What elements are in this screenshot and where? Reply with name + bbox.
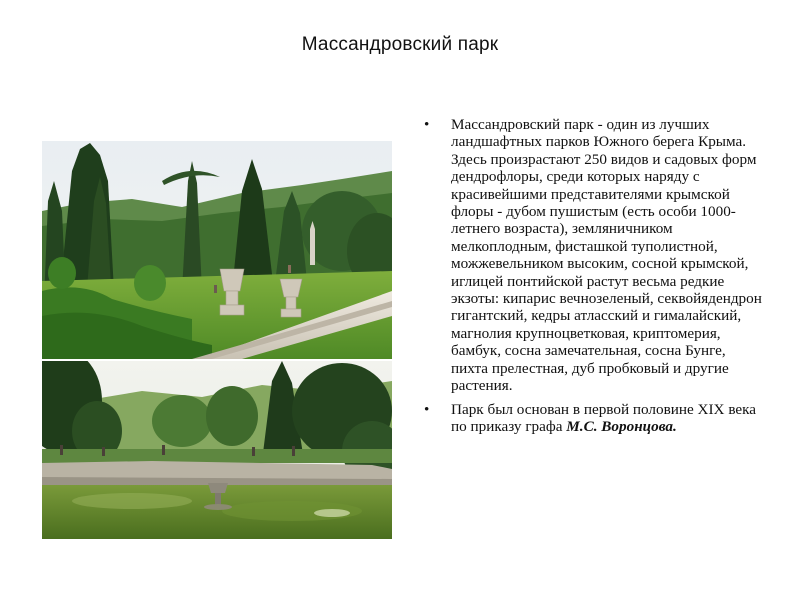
bullet-text: Парк был основан в первой половине XIX века по приказу графа bbox=[451, 400, 757, 435]
slide-title: Массандровский парк bbox=[301, 34, 499, 55]
founder-name: М.С. Воронцова. bbox=[566, 417, 677, 435]
bullet-item bbox=[424, 116, 764, 395]
park-terrace-photo bbox=[42, 141, 392, 359]
park-pond-photo bbox=[42, 361, 392, 539]
bullet-marker: • bbox=[424, 116, 430, 133]
bullet-text: Массандровский парк - один из лучших ландшафтных парков Южного берега Крыма. Здесь произрастают 250 видов и садовых форм дендрофлоры, среди которых наряду с красивейшими представителями крымской флоры - дубом пушистым (есть особи 1000-летнего возраста), земляничником мелкоплодным, фисташкой туполистной, можжевельником высоким, сосной крымской, иглицей понтийской растут весьма редкие экзоты: кипарис вечнозеленый, секвойядендрон гигантский, кедры атласский и гималайский, магнолия крупноцветковая, криптомерия, бамбук, сосна замечательная, сосна Бунге, пихта прелестная, дуб пробковый и другие растения. bbox=[451, 116, 762, 395]
bullet-marker: • bbox=[424, 400, 430, 418]
bullet-list bbox=[424, 116, 764, 441]
bullet-item bbox=[424, 401, 764, 436]
